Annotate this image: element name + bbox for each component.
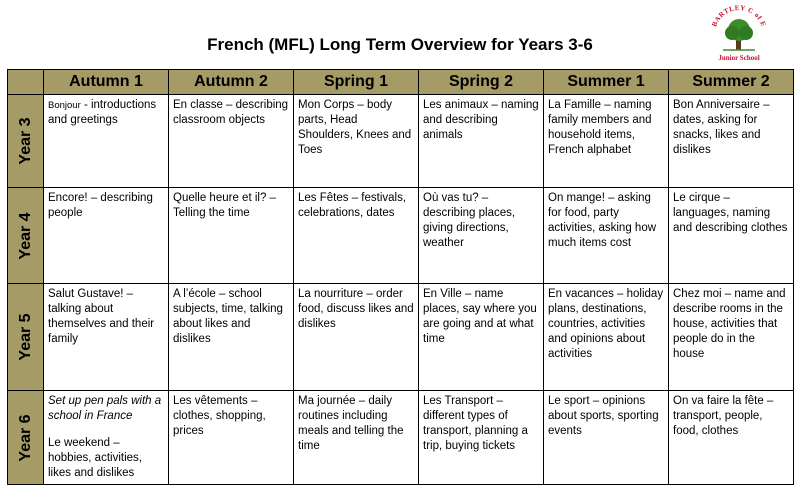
logo-bottom-text: Junior School: [718, 54, 760, 62]
table-row: [8, 95, 794, 188]
table-row: [8, 284, 794, 391]
table-cell: [294, 391, 419, 485]
cell-text: Le cirque – languages, naming and describing clothes: [673, 192, 788, 234]
year-label-cell: [8, 391, 44, 485]
cell-text: A l’école – school subjects, time, talking about likes and dislikes: [173, 288, 283, 345]
year-label: Year 4: [16, 211, 34, 260]
school-logo: [705, 4, 773, 64]
year-label-cell: [8, 188, 44, 284]
table-cell: [669, 188, 794, 284]
cell-text: Les vêtements – clothes, shopping, prices: [173, 395, 266, 437]
cell-text: En classe – describing classroom objects: [173, 99, 289, 126]
cell-text: - introductions and greetings: [48, 99, 157, 126]
table-cell: [169, 188, 294, 284]
term-header: Spring 2: [419, 70, 544, 95]
cell-text: Ma journée – daily routines including meals and telling the time: [298, 395, 404, 452]
cell-text: Les Fêtes – festivals, celebrations, dates: [298, 192, 407, 219]
cell-text: Où vas tu? – describing places, giving directions, weather: [423, 192, 516, 249]
header-row: [8, 70, 794, 95]
table-cell: [294, 284, 419, 391]
cell-text: Quelle heure et il? – Telling the time: [173, 192, 276, 219]
year-label: Year 3: [16, 117, 34, 165]
overview-table: [7, 69, 794, 485]
cell-text: La Famille – naming family members and household items, French alphabet: [548, 99, 652, 156]
table-cell: [544, 391, 669, 485]
table-cell: [669, 391, 794, 485]
table-cell: [669, 284, 794, 391]
table-cell: [44, 188, 169, 284]
table-cell: [544, 284, 669, 391]
cell-text: En Ville – name places, say where you are going and at what time: [423, 288, 537, 345]
year-label: Year 5: [16, 313, 34, 361]
table-cell: [669, 95, 794, 188]
logo-arc-text: BARTLEY C of E: [710, 4, 768, 28]
year-label-cell: [8, 284, 44, 391]
cell-text: En vacances – holiday plans, destinations, countries, activities and opinions about activities: [548, 288, 664, 360]
table-cell: [294, 95, 419, 188]
term-header: Summer 1: [544, 70, 669, 95]
table-row: [8, 188, 794, 284]
cell-text: Les Transport – different types of transport, planning a trip, buying tickets: [423, 395, 528, 452]
table-cell: [44, 284, 169, 391]
table-cell: [169, 95, 294, 188]
tree-icon: [723, 19, 755, 50]
cell-note: Set up pen pals with a school in France: [48, 395, 162, 422]
cell-text: Le sport – opinions about sports, sporting events: [548, 395, 659, 437]
table-cell: [419, 95, 544, 188]
cell-text: On mange! – asking for food, party activities, asking how much items cost: [548, 192, 657, 249]
term-header: Spring 1: [294, 70, 419, 95]
table-cell: [544, 188, 669, 284]
page-title: French (MFL) Long Term Overview for Years 3-6: [207, 35, 593, 54]
year-label-cell: [8, 95, 44, 188]
term-header: Summer 2: [669, 70, 794, 95]
table-cell: [419, 284, 544, 391]
cell-text: Bon Anniversaire – dates, asking for snacks, likes and dislikes: [673, 99, 770, 156]
table-cell: [169, 391, 294, 485]
table-cell: [419, 188, 544, 284]
table-cell: [294, 188, 419, 284]
cell-text: Mon Corps – body parts, Head Shoulders, Knees and Toes: [298, 99, 412, 156]
table-cell: [169, 284, 294, 391]
table-cell: [44, 95, 169, 188]
term-header: Autumn 2: [169, 70, 294, 95]
cell-text: On va faire la fête – transport, people, food, clothes: [673, 395, 774, 437]
term-header: Autumn 1: [44, 70, 169, 95]
table-row: [8, 391, 794, 485]
cell-prefix: Bonjour: [48, 100, 81, 111]
cell-text: Encore! – describing people: [48, 192, 153, 219]
table-cell: [419, 391, 544, 485]
year-label: Year 6: [16, 413, 34, 462]
corner-cell: [8, 70, 44, 95]
cell-text: Les animaux – naming and describing animals: [423, 99, 539, 141]
cell-text: Salut Gustave! – talking about themselves and their family: [48, 288, 155, 345]
cell-text: Chez moi – name and describe rooms in the house, activities that people do in the house: [673, 288, 786, 360]
cell-text: La nourriture – order food, discuss likes and dislikes: [298, 288, 414, 330]
table-cell: [544, 95, 669, 188]
table-cell: [44, 391, 169, 485]
cell-text: Le weekend – hobbies, activities, likes and dislikes: [48, 437, 142, 479]
